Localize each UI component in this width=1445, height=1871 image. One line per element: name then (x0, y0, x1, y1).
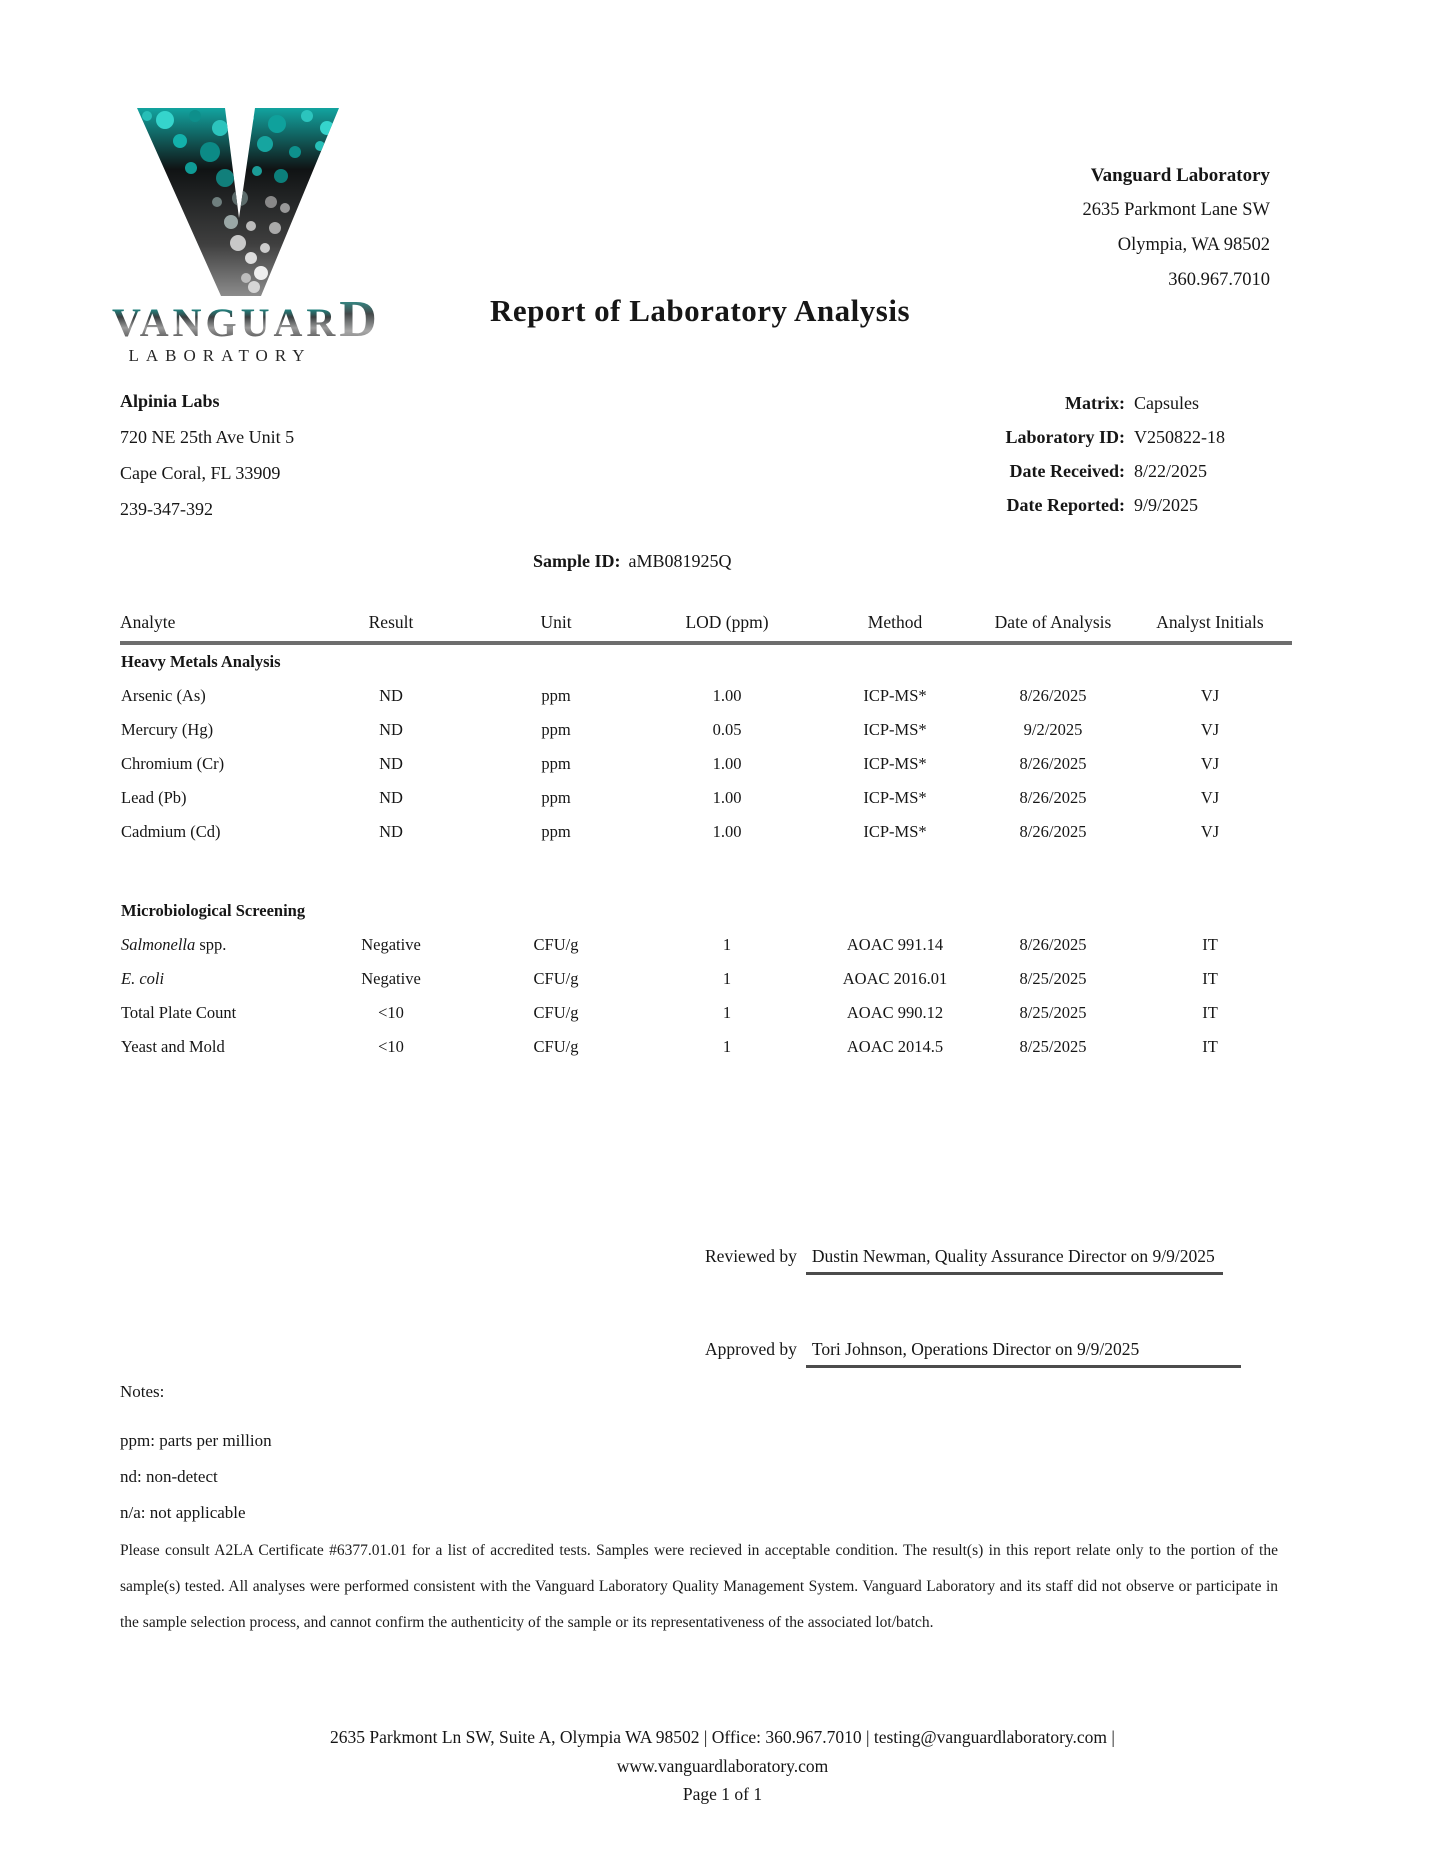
table-row (120, 1030, 1292, 1064)
table-row (120, 996, 1292, 1030)
notes-title: Notes: (120, 1382, 165, 1401)
result-cell: ND (379, 822, 403, 841)
analyte-cell: Mercury (Hg) (121, 720, 214, 739)
date-cell: 8/26/2025 (1019, 822, 1087, 841)
approved-by-value: Tori Johnson, Operations Director on 9/9/2025 (806, 1339, 1241, 1368)
analyte-cell: Chromium (Cr) (121, 754, 225, 773)
results-table (120, 608, 1292, 1064)
initials-cell: VJ (1200, 788, 1220, 807)
meta-row-matrix (875, 388, 1225, 422)
client-phone: 239-347-392 (120, 499, 213, 519)
meta-row-laboratory-id (875, 422, 1225, 456)
footer-page-number: Page 1 of 1 (682, 1784, 763, 1804)
header-method: Method (812, 608, 978, 643)
unit-cell: CFU/g (533, 969, 579, 988)
method-cell: AOAC 2014.5 (846, 1037, 944, 1056)
section-title: Heavy Metals Analysis (121, 652, 281, 671)
method-cell: ICP-MS* (863, 720, 927, 739)
header-analyte: Analyte (120, 608, 312, 643)
initials-cell: VJ (1200, 686, 1220, 705)
client-address-line2: Cape Coral, FL 33909 (120, 463, 281, 483)
analyte-cell: Lead (Pb) (121, 788, 187, 807)
date-cell: 8/26/2025 (1019, 935, 1087, 954)
sample-id-label: Sample ID: (533, 551, 621, 571)
analyte-cell: Total Plate Count (121, 1003, 237, 1022)
lab-name: Vanguard Laboratory (1090, 165, 1270, 186)
unit-cell: CFU/g (533, 1037, 579, 1056)
lod-cell: 0.05 (712, 720, 742, 739)
analyte-cell: E. coli (121, 969, 165, 988)
analyte-cell: Salmonella spp. (121, 935, 227, 954)
method-cell: ICP-MS* (863, 788, 927, 807)
reviewed-by-label: Reviewed by (705, 1246, 797, 1266)
unit-cell: CFU/g (533, 1003, 579, 1022)
date-cell: 8/26/2025 (1019, 754, 1087, 773)
date-cell: 8/25/2025 (1019, 1003, 1087, 1022)
section-title-row (120, 643, 1292, 679)
initials-cell: IT (1202, 969, 1218, 988)
initials-cell: IT (1202, 1003, 1218, 1022)
analyte-cell: Cadmium (Cd) (121, 822, 221, 841)
unit-cell: ppm (541, 788, 571, 807)
result-cell: Negative (361, 935, 421, 954)
result-cell: ND (379, 686, 403, 705)
header-unit: Unit (470, 608, 642, 643)
disclaimer-paragraph: Please consult A2LA Certificate #6377.01.01 for a list of accredited tests. Samples were recieved in acceptable condition. The result(s) in this report relate only to the portion of the sample(s) tested. All analyses were performed consistent with the Vanguard Laboratory Quality Management System. Vanguard Laboratory and its staff did not observe or participate in the sample selection process, and cannot confirm the authenticity of the sample or its representativeness of the associated lot/batch. (120, 1542, 1278, 1631)
table-header-row (120, 608, 1292, 643)
client-address-line1: 720 NE 25th Ave Unit 5 (120, 427, 295, 447)
logo-wordmark (112, 291, 377, 352)
lod-cell: 1 (722, 1037, 732, 1056)
notes-block (120, 1382, 272, 1531)
initials-cell: IT (1202, 935, 1218, 954)
sample-id-value: aMB081925Q (628, 551, 732, 571)
sample-id-line (533, 551, 732, 572)
unit-cell: ppm (541, 754, 571, 773)
result-cell: ND (379, 720, 403, 739)
page-footer (0, 1723, 1445, 1809)
vanguard-logo (112, 106, 377, 366)
reviewed-by-line (705, 1246, 1223, 1275)
method-cell: AOAC 991.14 (846, 935, 944, 954)
logo-wordmark-sub: LABORATORY (128, 346, 312, 365)
approved-by-label: Approved by (705, 1339, 797, 1359)
date-cell: 8/25/2025 (1019, 969, 1087, 988)
note-item-nd: nd: non-detect (120, 1467, 218, 1486)
report-meta-block (875, 388, 1225, 524)
results-table-body (120, 643, 1292, 1064)
note-item-ppm: ppm: parts per million (120, 1431, 272, 1450)
lod-cell: 1.00 (712, 754, 742, 773)
lab-address-block (1082, 158, 1270, 298)
lab-address-line2: Olympia, WA 98502 (1117, 235, 1270, 255)
table-row (120, 928, 1292, 962)
client-block (120, 383, 294, 527)
client-name: Alpinia Labs (120, 391, 220, 411)
meta-value: 9/9/2025 (1134, 495, 1199, 515)
report-title: Report of Laboratory Analysis (489, 293, 911, 328)
meta-value: Capsules (1134, 393, 1199, 413)
lod-cell: 1 (722, 1003, 732, 1022)
method-cell: AOAC 990.12 (846, 1003, 944, 1022)
footer-website: www.vanguardlaboratory.com (616, 1755, 829, 1776)
unit-cell: ppm (541, 686, 571, 705)
lod-cell: 1.00 (712, 686, 742, 705)
method-cell: ICP-MS* (863, 754, 927, 773)
header-analyst-initials: Analyst Initials (1128, 608, 1292, 643)
meta-row-date-received (875, 456, 1225, 490)
meta-value: V250822-18 (1134, 427, 1225, 447)
lod-cell: 1.00 (712, 822, 742, 841)
header-lod: LOD (ppm) (642, 608, 812, 643)
method-cell: ICP-MS* (863, 822, 927, 841)
logo-wordmark-cap: D (339, 291, 377, 348)
result-cell: ND (379, 788, 403, 807)
meta-label: Matrix: (1065, 393, 1125, 413)
header-date-of-analysis: Date of Analysis (978, 608, 1128, 643)
unit-cell: ppm (541, 822, 571, 841)
table-row (120, 781, 1292, 815)
method-cell: AOAC 2016.01 (842, 969, 948, 988)
table-row (120, 815, 1292, 849)
section-title-row (120, 849, 1292, 928)
meta-label: Date Received: (1009, 461, 1125, 481)
unit-cell: ppm (541, 720, 571, 739)
table-row (120, 962, 1292, 996)
analyte-cell: Yeast and Mold (121, 1037, 225, 1056)
meta-value: 8/22/2025 (1134, 461, 1208, 481)
result-cell: ND (379, 754, 403, 773)
date-cell: 8/26/2025 (1019, 686, 1087, 705)
meta-label: Date Reported: (1006, 495, 1125, 515)
lod-cell: 1.00 (712, 788, 742, 807)
logo-wordmark-main: VANGUAR (112, 300, 340, 345)
initials-cell: VJ (1200, 720, 1220, 739)
section-title: Microbiological Screening (121, 901, 306, 920)
initials-cell: VJ (1200, 822, 1220, 841)
result-cell: <10 (378, 1037, 404, 1056)
vanguard-v-icon (125, 106, 350, 298)
analyte-cell: Arsenic (As) (121, 686, 206, 705)
meta-row-date-reported (875, 490, 1225, 524)
table-row (120, 713, 1292, 747)
footer-address-line: 2635 Parkmont Ln SW, Suite A, Olympia WA 98502 | Office: 360.967.7010 | testing@vanguardlaboratory.com | (330, 1727, 1115, 1747)
header-result: Result (312, 608, 470, 643)
reviewed-by-value: Dustin Newman, Quality Assurance Director on 9/9/2025 (806, 1246, 1223, 1275)
lod-cell: 1 (722, 969, 732, 988)
lod-cell: 1 (722, 935, 732, 954)
date-cell: 8/25/2025 (1019, 1037, 1087, 1056)
result-cell: Negative (361, 969, 421, 988)
lab-address-line1: 2635 Parkmont Lane SW (1082, 200, 1270, 220)
date-cell: 8/26/2025 (1019, 788, 1087, 807)
date-cell: 9/2/2025 (1023, 720, 1083, 739)
table-row (120, 747, 1292, 781)
approved-by-line (705, 1339, 1241, 1368)
note-item-na: n/a: not applicable (120, 1503, 246, 1522)
lab-phone: 360.967.7010 (1168, 270, 1270, 290)
initials-cell: IT (1202, 1037, 1218, 1056)
initials-cell: VJ (1200, 754, 1220, 773)
result-cell: <10 (378, 1003, 404, 1022)
method-cell: ICP-MS* (863, 686, 927, 705)
meta-label: Laboratory ID: (1005, 427, 1125, 447)
table-row (120, 679, 1292, 713)
unit-cell: CFU/g (533, 935, 579, 954)
